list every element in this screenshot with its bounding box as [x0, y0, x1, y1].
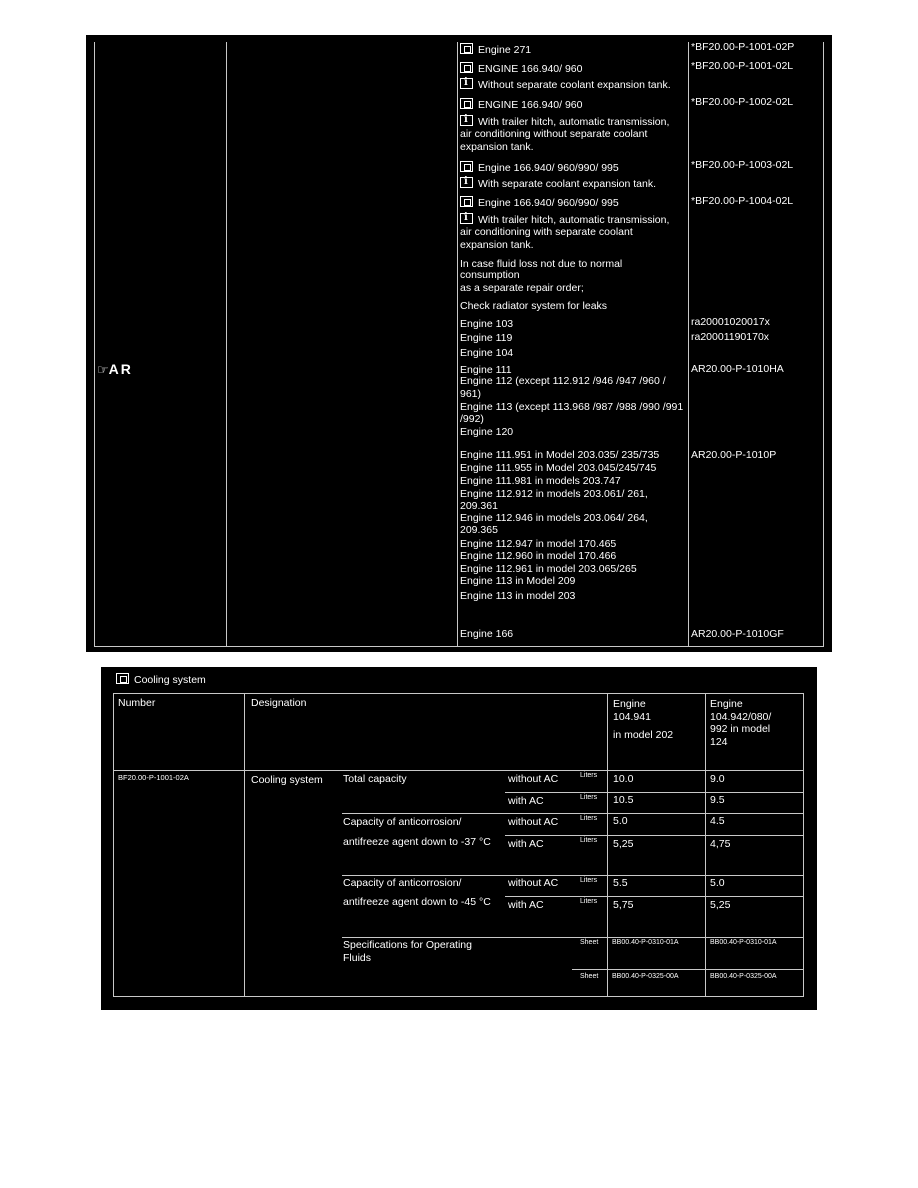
row-divider — [505, 792, 804, 793]
ref-link[interactable]: AR20.00-P-1010GF — [691, 628, 784, 640]
value-engine-2: 9.0 — [710, 773, 725, 785]
table-border — [113, 770, 804, 771]
top-divider — [226, 42, 227, 647]
list-item: iWithout separate coolant expansion tank. — [460, 78, 671, 92]
value-engine-2: 4.5 — [710, 815, 725, 827]
table-border — [705, 693, 706, 997]
list-item: ENGINE 166.940/ 960 — [460, 62, 582, 76]
list-item: /992) — [460, 413, 484, 425]
row-item: Capacity of anticorrosion/ — [343, 877, 462, 889]
list-item: iWith separate coolant expansion tank. — [460, 177, 656, 191]
list-item: 209.361 — [460, 500, 498, 512]
list-item: expansion tank. — [460, 239, 534, 251]
list-item: iWith trailer hitch, automatic transmission, — [460, 115, 669, 129]
ref-link[interactable]: AR20.00-P-1010P — [691, 449, 777, 461]
row-condition: without AC — [508, 816, 559, 828]
list-item: Engine 271 — [460, 43, 531, 57]
top-divider — [823, 42, 824, 647]
info-icon — [460, 115, 473, 126]
list-item: 961) — [460, 388, 482, 400]
list-item: air conditioning with separate coolant — [460, 226, 633, 238]
part-number: BF20.00-P-1001-02A — [118, 773, 189, 782]
row-condition: without AC — [508, 877, 559, 889]
value-engine-1: 5,25 — [613, 838, 634, 850]
ref-link[interactable]: *BF20.00-P-1003-02L — [691, 159, 794, 171]
list-item: Engine 166.940/ 960/990/ 995 — [460, 161, 619, 175]
list-item: Engine 104 — [460, 347, 514, 359]
designation-value: Cooling system — [251, 774, 323, 786]
row-divider — [342, 875, 804, 876]
ref-link[interactable]: AR20.00-P-1010HA — [691, 363, 784, 375]
value-engine-1: 10.5 — [613, 794, 634, 806]
table-border — [113, 996, 804, 997]
list-item: Engine 112.946 in models 203.064/ 264, — [460, 512, 648, 524]
row-unit: Liters — [580, 794, 598, 801]
ref-link[interactable]: *BF20.00-P-1001-02P — [691, 41, 795, 53]
table-border — [803, 693, 804, 997]
table-border — [113, 693, 114, 997]
row-item: antifreeze agent down to -45 °C — [343, 896, 491, 908]
list-item: Engine 112.961 in model 203.065/265 — [460, 563, 637, 575]
list-item: Engine 112 (except 112.912 /946 /947 /960 / — [460, 375, 666, 387]
info-icon — [460, 78, 473, 89]
row-unit: Liters — [580, 837, 598, 844]
list-item: In case fluid loss not due to normal — [460, 258, 623, 270]
sheet-link[interactable]: BB00.40-P-0325-00A — [710, 973, 777, 980]
row-condition: with AC — [508, 838, 544, 850]
list-item: consumption — [460, 269, 520, 281]
row-condition: with AC — [508, 795, 544, 807]
list-item: Engine 111 — [460, 364, 512, 376]
hand-pointer-icon: ☞ — [97, 363, 109, 378]
info-icon — [460, 177, 473, 188]
info-icon — [460, 213, 473, 224]
header-engine-1: Engine 104.941 in model 202 — [613, 698, 674, 741]
sheet-link[interactable]: BB00.40-P-0310-01A — [710, 939, 777, 946]
list-item: Engine 112.947 in model 170.465 — [460, 538, 617, 550]
list-item: as a separate repair order; — [460, 282, 584, 294]
tool-icon — [460, 62, 473, 73]
row-unit: Liters — [580, 815, 598, 822]
row-condition: without AC — [508, 773, 559, 785]
value-engine-2: 4,75 — [710, 838, 731, 850]
list-item: 209.365 — [460, 524, 498, 536]
list-item: Engine 113 (except 113.968 /987 /988 /990 /991 — [460, 401, 684, 413]
list-item: Engine 112.912 in models 203.061/ 261, — [460, 488, 648, 500]
value-engine-1: 5.0 — [613, 815, 628, 827]
row-item: antifreeze agent down to -37 °C — [343, 836, 491, 848]
top-table — [86, 35, 832, 652]
list-item: Engine 103 — [460, 318, 514, 330]
value-engine-2: 5.0 — [710, 877, 725, 889]
table-border — [113, 693, 804, 694]
row-item: Total capacity — [343, 773, 407, 785]
sheet-link[interactable]: BB00.40-P-0310-01A — [612, 939, 679, 946]
row-divider — [505, 896, 804, 897]
list-item: Engine 111.951 in Model 203.035/ 235/735 — [460, 449, 660, 461]
list-item: iWith trailer hitch, automatic transmission, — [460, 213, 669, 227]
list-item: Engine 111.981 in models 203.747 — [460, 475, 621, 487]
row-unit: Liters — [580, 898, 598, 905]
ar-label: AR — [108, 361, 133, 377]
top-divider — [94, 42, 95, 647]
row-divider — [572, 969, 804, 970]
value-engine-1: 5,75 — [613, 899, 634, 911]
top-divider — [94, 646, 824, 647]
tool-icon — [460, 43, 473, 54]
value-engine-2: 5,25 — [710, 899, 731, 911]
tool-icon — [116, 673, 129, 684]
list-item: Engine 113 in model 203 — [460, 590, 576, 602]
ref-link[interactable]: *BF20.00-P-1001-02L — [691, 60, 794, 72]
tool-icon — [460, 161, 473, 172]
row-item: Capacity of anticorrosion/ — [343, 816, 462, 828]
row-divider — [342, 813, 804, 814]
list-item: Engine 166.940/ 960/990/ 995 — [460, 196, 619, 210]
ref-link[interactable]: ra20001020017x — [691, 316, 770, 328]
value-engine-1: 10.0 — [613, 773, 634, 785]
header-number: Number — [118, 697, 156, 709]
ref-link[interactable]: *BF20.00-P-1002-02L — [691, 96, 794, 108]
header-designation: Designation — [251, 697, 307, 709]
section-title: Cooling system — [116, 673, 206, 687]
list-item: Engine 112.960 in model 170.466 — [460, 550, 617, 562]
table-border — [607, 693, 608, 997]
header-engine-2: Engine 104.942/080/ 992 in model 124 — [710, 698, 772, 748]
ref-link[interactable]: ra20001190170x — [691, 331, 770, 343]
tool-icon — [460, 98, 473, 109]
sheet-link[interactable]: BB00.40-P-0325-00A — [612, 973, 679, 980]
list-item: Engine 120 — [460, 426, 514, 438]
list-item: Engine 119 — [460, 332, 513, 344]
list-item: ENGINE 166.940/ 960 — [460, 98, 582, 112]
top-divider — [688, 42, 689, 647]
table-border — [244, 693, 245, 997]
tool-icon — [460, 196, 473, 207]
value-engine-1: 5.5 — [613, 877, 628, 889]
row-unit: Liters — [580, 772, 598, 779]
row-unit: Liters — [580, 877, 598, 884]
row-unit: Sheet — [580, 973, 599, 980]
list-item: Engine 166 — [460, 628, 514, 640]
row-item: Specifications for Operating Fluids — [343, 939, 472, 964]
list-item: Check radiator system for leaks — [460, 300, 608, 312]
ref-link[interactable]: *BF20.00-P-1004-02L — [691, 195, 794, 207]
list-item: Engine 113 in Model 209 — [460, 575, 576, 587]
ar-pointer — [97, 361, 133, 379]
row-divider — [505, 835, 804, 836]
row-unit: Sheet — [580, 939, 599, 946]
top-divider — [457, 42, 458, 647]
value-engine-2: 9.5 — [710, 794, 725, 806]
list-item: expansion tank. — [460, 141, 534, 153]
list-item: air conditioning without separate coolant — [460, 128, 648, 140]
row-condition: with AC — [508, 899, 544, 911]
list-item: Engine 111.955 in Model 203.045/245/745 — [460, 462, 657, 474]
